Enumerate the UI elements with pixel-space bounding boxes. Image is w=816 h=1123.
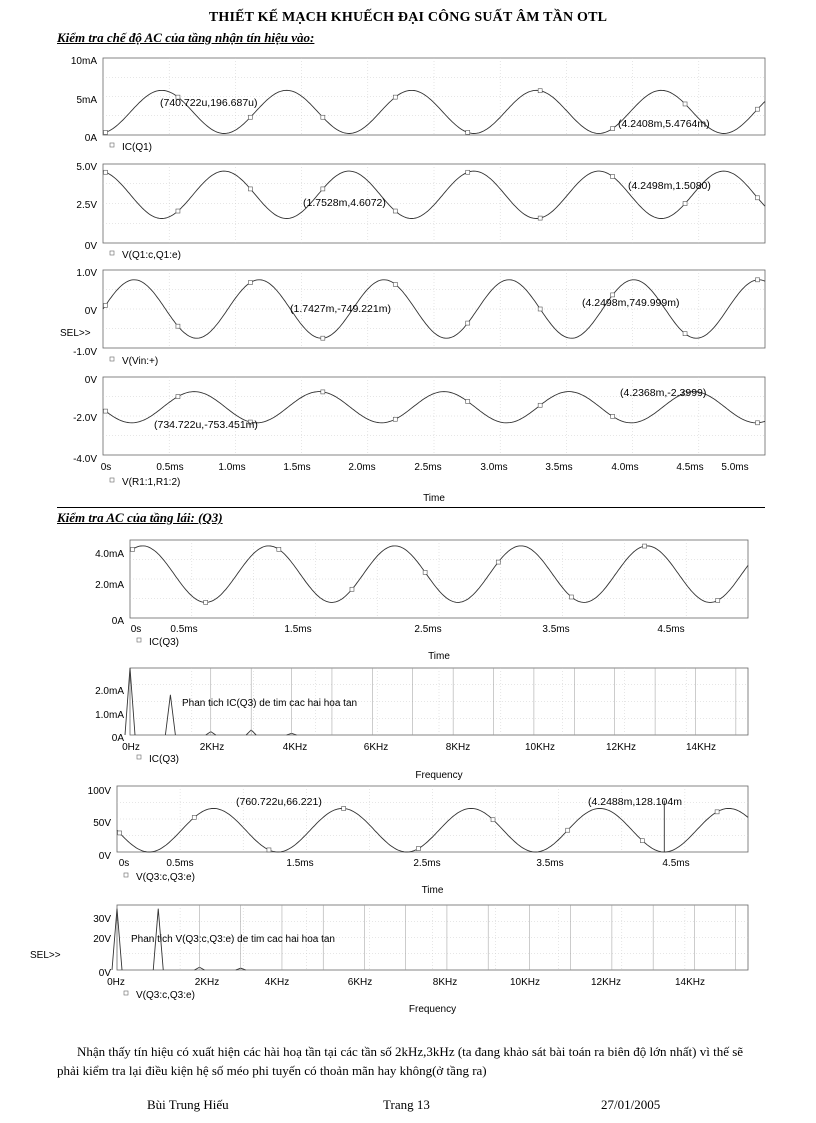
- x-tick-label: 0.5ms: [170, 624, 198, 635]
- y-tick-label: 1.0V: [76, 268, 97, 279]
- y-tick-label: 10mA: [70, 56, 97, 67]
- conclusion-paragraph: Nhận thấy tín hiệu có xuất hiện các hài hoạ tần tại các tần số 2kHz,3kHz (ta đang khảo sát bài toán ra biên độ lớn nhất) vì thế sẽ phải kiểm tra lại điều kiện hệ số méo phi tuyến có thoản mãn hay không(ở tầng ra): [57, 1044, 744, 1078]
- x-tick-label: 4.5ms: [662, 858, 690, 869]
- sample-marker: [566, 828, 570, 832]
- x-tick-label: 14KHz: [685, 742, 717, 753]
- trace-marker: [110, 143, 114, 147]
- sample-marker: [466, 321, 470, 325]
- chart-2: [103, 164, 765, 255]
- sample-marker: [192, 815, 196, 819]
- sample-marker: [103, 130, 107, 134]
- x-tick-label: 2.0ms: [348, 462, 376, 473]
- sample-marker: [176, 209, 180, 213]
- trace-marker: [137, 638, 141, 642]
- trace-marker: [110, 251, 114, 255]
- waveform-line: [117, 808, 748, 852]
- trace-marker: [124, 873, 128, 877]
- sample-marker: [393, 282, 397, 286]
- x-tick-label: 12KHz: [605, 742, 637, 753]
- y-tick-label: 50V: [93, 818, 111, 829]
- cursor-readout: (760.722u,66.221): [236, 796, 322, 808]
- x-tick-label: 6KHz: [363, 742, 389, 753]
- y-tick-label: 4.0mA: [95, 549, 124, 560]
- sample-marker: [423, 570, 427, 574]
- sample-marker: [350, 587, 354, 591]
- x-tick-label: 4.0ms: [611, 462, 639, 473]
- sample-marker: [683, 102, 687, 106]
- sample-marker: [569, 595, 573, 599]
- y-tick-label: 100V: [87, 786, 111, 797]
- trace-legend: IC(Q3): [149, 754, 179, 765]
- footer-page-number: Trang 13: [383, 1097, 430, 1112]
- x-tick-label: 0.5ms: [166, 858, 194, 869]
- x-axis-label: Frequency: [415, 770, 463, 781]
- sample-marker: [103, 303, 107, 307]
- sample-marker: [248, 187, 252, 191]
- x-tick-label: 0Hz: [122, 742, 140, 753]
- x-tick-label: 2.5ms: [414, 462, 442, 473]
- x-tick-label: 3.5ms: [536, 858, 564, 869]
- sample-marker: [176, 324, 180, 328]
- x-tick-label: 2KHz: [194, 977, 220, 988]
- chart-3: [103, 270, 765, 361]
- y-tick-label: 2.5V: [76, 200, 97, 211]
- cursor-readout: (740.722u,196.687u): [160, 97, 258, 109]
- page-title: THIẾT KẾ MẠCH KHUẾCH ĐẠI CÔNG SUẤT ÂM TẦN OTL: [208, 10, 608, 25]
- sample-marker: [611, 175, 615, 179]
- trace-legend: V(Q3:c,Q3:e): [136, 990, 195, 1001]
- sample-marker: [277, 547, 281, 551]
- trace-marker: [110, 357, 114, 361]
- sample-marker: [103, 170, 107, 174]
- sample-marker: [611, 414, 615, 418]
- cursor-readout: (1.7427m,-749.221m): [290, 303, 391, 315]
- sample-marker: [248, 281, 252, 285]
- x-tick-label: 8KHz: [432, 977, 458, 988]
- y-tick-label: 0A: [111, 616, 124, 627]
- sample-marker: [611, 127, 615, 131]
- x-tick-label: 0.5ms: [156, 462, 184, 473]
- x-tick-label: 12KHz: [590, 977, 622, 988]
- fft-peak: [165, 695, 175, 735]
- cursor-readout: (4.2498m,1.5080): [628, 180, 711, 192]
- y-tick-label: 20V: [93, 934, 111, 945]
- sample-marker: [715, 810, 719, 814]
- cursor-readout: (734.722u,-753.451m): [154, 419, 258, 431]
- x-tick-label: 1.5ms: [284, 624, 312, 635]
- x-tick-label: 2KHz: [199, 742, 225, 753]
- sample-marker: [538, 307, 542, 311]
- x-tick-label: 2.5ms: [414, 624, 442, 635]
- sample-marker: [248, 115, 252, 119]
- sample-marker: [176, 395, 180, 399]
- x-tick-label: 3.5ms: [542, 624, 570, 635]
- x-axis-label: Frequency: [408, 1004, 457, 1015]
- y-tick-label: 2.0mA: [95, 580, 124, 591]
- waveform-line: [130, 546, 748, 603]
- x-tick-label: 1.5ms: [286, 858, 314, 869]
- trace-legend: V(Vin:+): [122, 356, 159, 367]
- cursor-readout: (1.7528m,4.6072): [303, 197, 386, 209]
- sample-marker: [538, 89, 542, 93]
- section-heading-driver-stage: Kiểm tra AC của tầng lái: (Q3): [57, 510, 223, 525]
- y-tick-label: -1.0V: [73, 347, 97, 358]
- section-heading-input-stage: Kiểm tra chế độ AC của tầng nhận tín hiệu vào:: [57, 30, 315, 45]
- sample-marker: [204, 600, 208, 604]
- x-tick-label: 4.5ms: [657, 624, 685, 635]
- sample-marker: [538, 403, 542, 407]
- x-tick-label: 4KHz: [282, 742, 308, 753]
- x-tick-label: 0s: [130, 624, 142, 635]
- sel-marker: SEL>>: [30, 950, 61, 961]
- trace-legend: IC(Q3): [149, 637, 179, 648]
- sel-marker: SEL>>: [60, 328, 91, 339]
- y-tick-label: 5.0V: [76, 162, 97, 173]
- sample-marker: [393, 417, 397, 421]
- cursor-readout: (4.2408m,5.4764m): [618, 118, 710, 130]
- sample-marker: [756, 107, 760, 111]
- trace-legend: V(R1:1,R1:2): [122, 477, 181, 488]
- x-tick-label: 5.0ms: [721, 462, 749, 473]
- sample-marker: [103, 409, 107, 413]
- sample-marker: [491, 818, 495, 822]
- y-tick-label: 0V: [98, 851, 111, 862]
- y-tick-label: 0V: [84, 241, 97, 252]
- sample-marker: [538, 216, 542, 220]
- x-tick-label: 10KHz: [524, 742, 556, 753]
- sample-marker: [683, 202, 687, 206]
- sample-marker: [416, 847, 420, 851]
- sample-marker: [756, 196, 760, 200]
- trace-legend: V(Q3:c,Q3:e): [136, 872, 195, 883]
- sample-marker: [496, 560, 500, 564]
- x-tick-label: 1.0ms: [218, 462, 246, 473]
- x-axis-label: Time: [428, 651, 450, 662]
- analysis-annotation: Phan tich IC(Q3) de tim cac hai hoa tan: [182, 698, 358, 709]
- cursor-readout: (4.2368m,-2.3999): [620, 387, 707, 399]
- analysis-annotation: Phan tich V(Q3:c,Q3:e) de tim cac hai hoa tan: [131, 934, 335, 945]
- sample-marker: [267, 848, 271, 852]
- cursor-readout: (4.2488m,128.104m: [588, 796, 682, 808]
- y-tick-label: 0V: [84, 375, 97, 386]
- y-tick-label: -2.0V: [73, 413, 97, 424]
- trace-marker: [110, 478, 114, 482]
- x-tick-label: 3.5ms: [545, 462, 573, 473]
- x-axis-label: Time: [421, 885, 444, 896]
- sample-marker: [466, 130, 470, 134]
- sample-marker: [756, 278, 760, 282]
- cursor-readout: (4.2498m,749.999m): [582, 297, 680, 309]
- y-tick-label: 30V: [93, 914, 111, 925]
- trace-legend: V(Q1:c,Q1:e): [122, 250, 181, 261]
- sample-marker: [716, 598, 720, 602]
- y-tick-label: 0V: [98, 968, 111, 979]
- x-tick-label: 2.5ms: [413, 858, 441, 869]
- x-tick-label: 6KHz: [347, 977, 373, 988]
- y-tick-label: 1.0mA: [95, 710, 124, 721]
- sample-marker: [640, 839, 644, 843]
- x-axis-label: Time: [423, 493, 445, 504]
- sample-marker: [118, 831, 122, 835]
- sample-marker: [342, 806, 346, 810]
- sample-marker: [321, 115, 325, 119]
- sample-marker: [466, 399, 470, 403]
- x-tick-label: 4KHz: [264, 977, 290, 988]
- sample-marker: [321, 336, 325, 340]
- sample-marker: [131, 547, 135, 551]
- x-tick-label: 10KHz: [509, 977, 541, 988]
- x-tick-label: 0s: [100, 462, 112, 473]
- y-tick-label: 0A: [111, 733, 124, 744]
- y-tick-label: 0A: [84, 133, 97, 144]
- trace-marker: [137, 755, 141, 759]
- y-tick-label: 0V: [84, 306, 97, 317]
- footer-author: Bùi Trung Hiếu: [147, 1097, 229, 1112]
- x-tick-label: 8KHz: [445, 742, 471, 753]
- x-tick-label: 3.0ms: [480, 462, 508, 473]
- sample-marker: [683, 332, 687, 336]
- y-tick-label: 5mA: [76, 95, 97, 106]
- footer-date: 27/01/2005: [601, 1097, 661, 1112]
- trace-legend: IC(Q1): [122, 142, 152, 153]
- trace-marker: [124, 991, 128, 995]
- sample-marker: [466, 170, 470, 174]
- x-tick-label: 0s: [118, 858, 130, 869]
- sample-marker: [393, 209, 397, 213]
- y-tick-label: 2.0mA: [95, 686, 124, 697]
- sample-marker: [321, 390, 325, 394]
- x-tick-label: 0Hz: [107, 977, 125, 988]
- sample-marker: [321, 187, 325, 191]
- sample-marker: [643, 544, 647, 548]
- sample-marker: [756, 421, 760, 425]
- sample-marker: [393, 95, 397, 99]
- y-tick-label: -4.0V: [73, 454, 97, 465]
- x-tick-label: 14KHz: [674, 977, 706, 988]
- x-tick-label: 1.5ms: [283, 462, 311, 473]
- x-tick-label: 4.5ms: [676, 462, 704, 473]
